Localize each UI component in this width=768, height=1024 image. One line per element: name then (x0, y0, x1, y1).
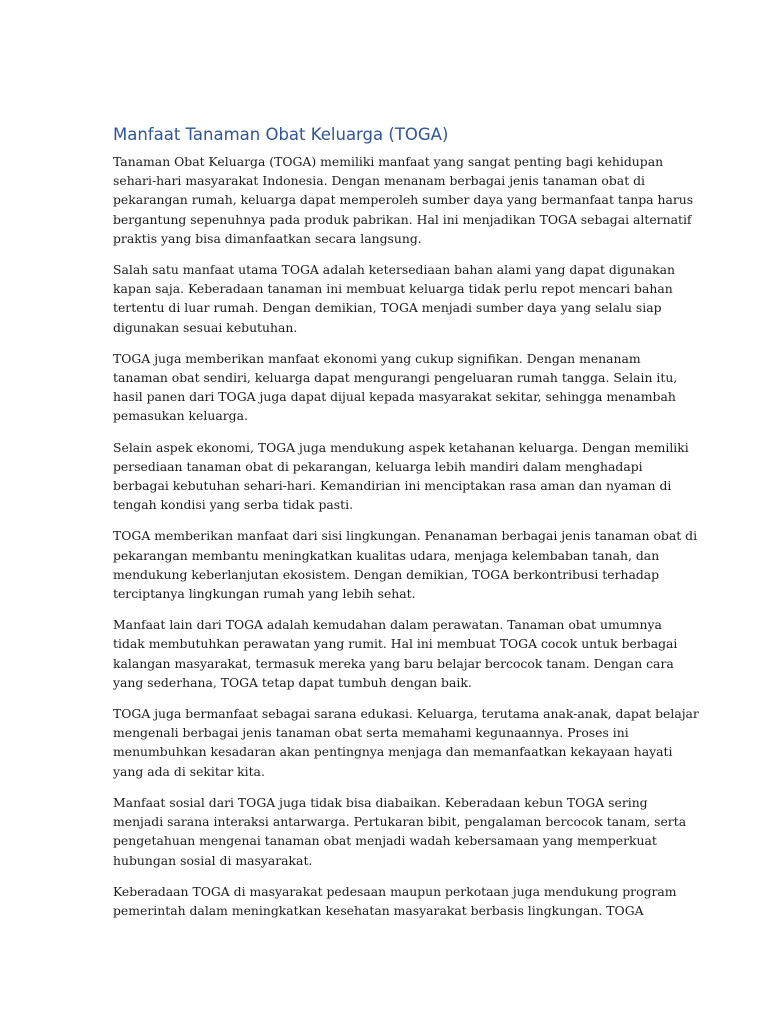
text-line: TOGA juga memberikan manfaat ekonomi yang cukup signifikan. Dengan menanam (113, 350, 641, 366)
paragraph-5 (113, 526, 698, 603)
text-line: pekarangan rumah, keluarga dapat memperoleh sumber daya yang bermanfaat tanpa harus (113, 192, 694, 208)
paragraph-3 (113, 349, 678, 426)
text-line: hubungan sosial di masyarakat. (113, 852, 313, 868)
paragraph-6 (113, 615, 678, 692)
text-line: sehari-hari masyarakat Indonesia. Dengan menanam berbagai jenis tanaman obat di (113, 173, 646, 189)
text-line: praktis yang bisa dimanfaatkan secara langsung. (113, 230, 422, 246)
document-page (113, 124, 699, 932)
text-line: digunakan sesuai kebutuhan. (113, 319, 298, 335)
text-line: Selain aspek ekonomi, TOGA juga mendukung aspek ketahanan keluarga. Dengan memiliki (113, 439, 689, 455)
paragraph-4 (113, 438, 689, 515)
text-line: TOGA juga bermanfaat sebagai sarana edukasi. Keluarga, terutama anak-anak, dapat belajar (113, 706, 699, 722)
text-line: tertentu di luar rumah. Dengan demikian, TOGA menjadi sumber daya yang selalu siap (113, 300, 662, 316)
document-title: Manfaat Tanaman Obat Keluarga (TOGA) (113, 125, 449, 144)
text-line: pengetahuan mengenai tanaman obat menjadi wadah kebersamaan yang memperkuat (113, 833, 657, 849)
text-line: Salah satu manfaat utama TOGA adalah ketersediaan bahan alami yang dapat digunakan (113, 262, 675, 278)
text-line: mengenali berbagai jenis tanaman obat serta memahami kegunaannya. Proses ini (113, 725, 629, 741)
text-line: Tanaman Obat Keluarga (TOGA) memiliki manfaat yang sangat penting bagi kehidupan (113, 154, 664, 169)
text-line: pemasukan keluarga. (113, 408, 248, 424)
text-line: yang ada di sekitar kita. (113, 763, 265, 779)
text-line: yang sederhana, TOGA tetap dapat tumbuh dengan baik. (113, 674, 472, 690)
text-line: kalangan masyarakat, termasuk mereka yang baru belajar bercocok tanam. Dengan cara (113, 655, 674, 671)
text-line: bergantung sepenuhnya pada produk pabrikan. Hal ini menjadikan TOGA sebagai alternatif (113, 211, 692, 227)
paragraph-2 (113, 260, 675, 337)
text-line: menjadi sarana interaksi antarwarga. Pertukaran bibit, pengalaman bercocok tanam, serta (113, 814, 687, 830)
text-line: pemerintah dalam meningkatkan kesehatan masyarakat berbasis lingkungan. TOGA (113, 902, 644, 918)
text-line: tidak membutuhkan perawatan yang rumit. Hal ini membuat TOGA cocok untuk berbagai (113, 636, 678, 652)
text-line: terciptanya lingkungan rumah yang lebih sehat. (113, 586, 416, 602)
paragraph-9 (113, 882, 677, 920)
text-line: Keberadaan TOGA di masyarakat pedesaan maupun perkotaan juga mendukung program (113, 883, 677, 899)
paragraph-7 (113, 704, 699, 781)
text-line: mendukung keberlanjutan ekosistem. Dengan demikian, TOGA berkontribusi terhadap (113, 566, 660, 582)
text-line: tengah kondisi yang serba tidak pasti. (113, 497, 354, 513)
text-line: Manfaat sosial dari TOGA juga tidak bisa diabaikan. Keberadaan kebun TOGA sering (113, 794, 648, 810)
text-line: menumbuhkan kesadaran akan pentingnya menjaga dan memanfaatkan kekayaan hayati (113, 744, 673, 760)
text-line: kapan saja. Keberadaan tanaman ini membuat keluarga tidak perlu repot mencari bahan (113, 281, 673, 297)
text-line: pekarangan membantu meningkatkan kualitas udara, menjaga kelembaban tanah, dan (113, 547, 660, 563)
text-line: TOGA memberikan manfaat dari sisi lingkungan. Penanaman berbagai jenis tanaman obat di (113, 528, 698, 544)
paragraph-8 (113, 793, 687, 870)
text-line: persediaan tanaman obat di pekarangan, keluarga lebih mandiri dalam menghadapi (113, 458, 643, 474)
text-line: tanaman obat sendiri, keluarga dapat mengurangi pengeluaran rumah tangga. Selain itu, (113, 370, 678, 386)
text-line: hasil panen dari TOGA juga dapat dijual kepada masyarakat sekitar, sehingga menambah (113, 389, 676, 405)
text-line: Manfaat lain dari TOGA adalah kemudahan dalam perawatan. Tanaman obat umumnya (113, 617, 662, 633)
paragraph-1 (113, 152, 694, 248)
text-line: berbagai kebutuhan sehari-hari. Kemandirian ini menciptakan rasa aman dan nyaman di (113, 478, 672, 494)
